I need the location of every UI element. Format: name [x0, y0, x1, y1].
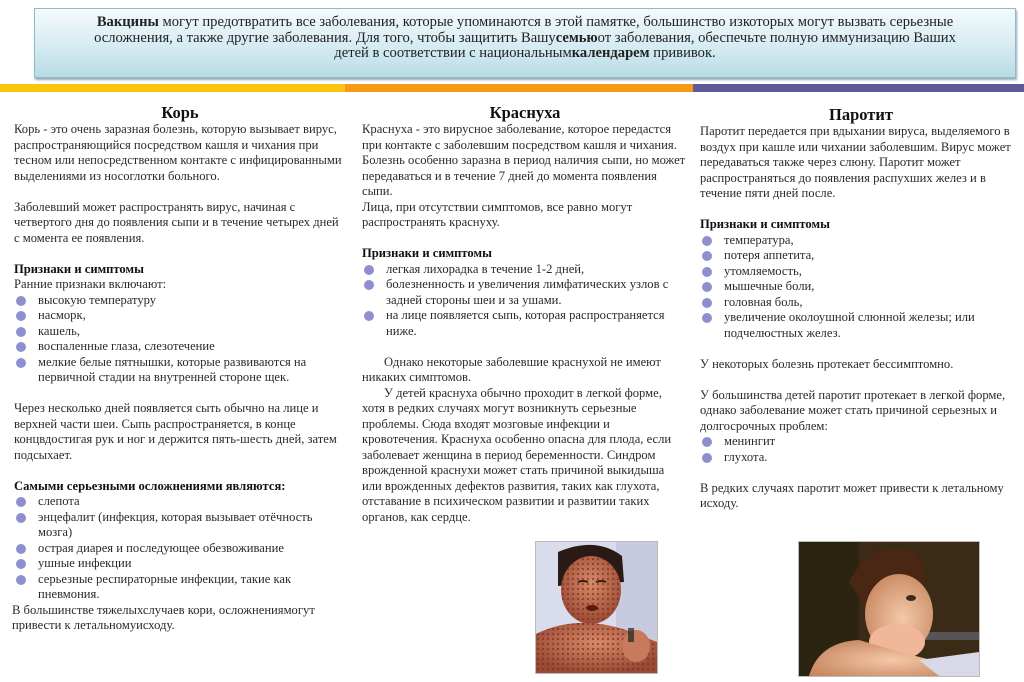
- bullet-icon: [702, 453, 712, 463]
- measles-complications-heading: Самыми серьезными осложнениями являются:: [14, 478, 286, 493]
- list-item: [700, 248, 1022, 264]
- banner-bold-family: семью: [555, 29, 598, 46]
- list-item: [14, 556, 346, 572]
- banner-text: детей в соответствии с национальным: [334, 45, 572, 61]
- mumps-column: [700, 106, 1022, 512]
- bullet-icon: [16, 513, 26, 523]
- bullet-icon: [16, 544, 26, 554]
- measles-complication-list: [14, 494, 346, 603]
- list-item-text: мышечные боли,: [724, 279, 815, 293]
- bullet-icon: [702, 437, 712, 447]
- bullet-icon: [16, 296, 26, 306]
- measles-symptoms-heading: Признаки и симптомы: [14, 261, 144, 276]
- list-item-text: острая диарея и последующее обезвоживание: [38, 540, 284, 555]
- bullet-icon: [364, 280, 374, 290]
- list-item: [700, 233, 1022, 249]
- measles-closing: В большинстве тяжелыхслучаев кори, осложнениямогут привести к летальномуисходу.: [12, 602, 315, 632]
- list-item: [362, 262, 688, 278]
- mumps-symptoms-heading: Признаки и симптомы: [700, 217, 830, 231]
- list-item-text: на лице появляется сыпь, которая распространяется ниже.: [386, 308, 665, 338]
- list-item: [14, 355, 346, 386]
- list-item-text: температура,: [724, 232, 794, 247]
- rubella-carriers: Лица, при отсутствии симптомов, все равно могут распространять краснуху.: [362, 199, 633, 229]
- list-item: [700, 434, 1022, 450]
- bullet-icon: [702, 298, 712, 308]
- list-item-text: глухота.: [724, 449, 768, 464]
- rubella-column: [362, 104, 688, 525]
- measles-spread: Заболевший может распространять вирус, начиная с четвертого дня до появления сыпи и в течение четырех дней с момента ее появления.: [14, 199, 339, 245]
- list-item-text: болезненность и увеличения лимфатических узлов с задней стороны шеи и за ушами.: [386, 277, 669, 307]
- measles-title: Корь: [161, 103, 199, 122]
- stripe-orange: [345, 84, 693, 92]
- list-item: [362, 308, 688, 339]
- list-item: [700, 295, 1022, 311]
- mumps-symptom-list: [700, 233, 1022, 342]
- banner-text: осложнения, а также другие заболевания. Для того, чтобы защитить Вашу: [94, 29, 556, 46]
- stripe-purple: [693, 84, 1024, 92]
- list-item-text: энцефалит (инфекция, которая вызывает отёчность мозга): [38, 509, 313, 539]
- list-item-text: увеличение околоушной слюнной железы; или подчелюстных желез.: [724, 310, 975, 340]
- bullet-icon: [702, 236, 712, 246]
- rubella-symptoms-heading: Признаки и симптомы: [362, 246, 492, 260]
- banner-bold-calendar: календарем: [571, 45, 650, 61]
- color-stripes: [0, 84, 1024, 92]
- banner-line-1: [35, 15, 1015, 31]
- list-item-text: высокую температуру: [38, 292, 157, 307]
- bullet-icon: [16, 575, 26, 585]
- stripe-yellow: [0, 84, 345, 92]
- banner-line-3: [35, 46, 1015, 62]
- list-item: [700, 310, 1022, 341]
- list-item: [362, 277, 688, 308]
- mumps-children: У большинства детей паротит протекает в легкой форме, однако заболевание может стать причиной серьезных и долгосрочных проблем:: [700, 387, 1006, 433]
- measles-symptom-list: [14, 293, 346, 386]
- rubella-photo-illustration: [536, 542, 657, 673]
- list-item: [700, 450, 1022, 466]
- banner-line-2: [35, 31, 1015, 47]
- rubella-symptom-list: [362, 262, 688, 340]
- bullet-icon: [16, 358, 26, 368]
- list-item-text: легкая лихорадка в течение 1-2 дней,: [386, 261, 585, 276]
- bullet-icon: [16, 327, 26, 337]
- banner-text: прививок.: [649, 45, 716, 61]
- banner-text: от заболевания, обеспечьте полную иммунизацию Ваших: [597, 29, 956, 46]
- list-item-text: утомляемость,: [724, 263, 802, 278]
- bullet-icon: [702, 282, 712, 292]
- measles-column: [14, 104, 346, 634]
- intro-banner: [34, 8, 1016, 78]
- mumps-child-photo: [798, 541, 980, 677]
- measles-rash: Через несколько дней появляется сыть обычно на лице и верхней части шеи. Сыпь распространяется, в конце концвдостигая рук и ног и держится пять-шесть дней, затем подсыхает.: [14, 401, 337, 462]
- list-item: [14, 541, 346, 557]
- bullet-icon: [702, 251, 712, 261]
- measles-early-signs: Ранние признаки включают:: [14, 277, 167, 291]
- mumps-closing: В редких случаях паротит может привести к летальному исходу.: [700, 480, 1004, 510]
- bullet-icon: [16, 311, 26, 321]
- list-item: [14, 293, 346, 309]
- rubella-children: У детей краснуха обычно проходит в легкой форме, хотя в редких случаях могут возникнуть серьезные проблемы. Сюда входят мозговые инфекции и кровотечения. Краснуха особенно опасна для плода, если заболевает женщина в период беременности. Синдром врожденной краснухи может стать причиной выкидыша или врожденных дефектов развития, таких как глухота, отставание в психическом развитии и развитии таких органов, как сердце.: [362, 385, 672, 524]
- banner-text: могут предотвратить все заболевания, которые упоминаются в этой памятке, большинство изкоторых могут вызвать серьезные: [158, 14, 954, 30]
- list-item-text: мелкие белые пятнышки, которые развиваются на первичной стадии на внутренней стороне щек.: [38, 354, 307, 384]
- list-item: [14, 308, 346, 324]
- bullet-icon: [16, 497, 26, 507]
- bullet-icon: [16, 559, 26, 569]
- list-item: [14, 324, 346, 340]
- mumps-complication-list: [700, 434, 1022, 465]
- rubella-asymptomatic: Однако некоторые заболевшие краснухой не имеют никаких симптомов.: [362, 354, 661, 384]
- rubella-title: Краснуха: [489, 103, 561, 122]
- bullet-icon: [364, 265, 374, 275]
- list-item-text: воспаленные глаза, слезотечение: [38, 339, 215, 353]
- rubella-intro: Краснуха - это вирусное заболевание, которое передастся при контакте с заболевшим посредством кашля и чихания. Болезнь особенно заразна в период наличия сыпи, но может передаваться и в течение 7 дней до момента появления сыпи.: [362, 122, 686, 198]
- list-item-text: кашель,: [38, 323, 80, 338]
- list-item: [700, 264, 1022, 280]
- mumps-intro: Паротит передается при вдыхании вируса, выделяемого в воздух при кашле или чихании заболевшим. Вирус может передаваться также через слюну. Паротит может распространяться до появления распухших желез и в течение пяти дней после.: [700, 124, 1011, 200]
- bullet-icon: [16, 342, 26, 352]
- rubella-child-photo: [535, 541, 658, 674]
- list-item: [700, 279, 1022, 295]
- bullet-icon: [702, 313, 712, 323]
- mumps-asymptomatic: У некоторых болезнь протекает бессимптомно.: [700, 356, 954, 371]
- banner-bold-vaccines: Вакцины: [96, 14, 159, 30]
- list-item: [14, 572, 346, 603]
- list-item-text: ушные инфекции: [38, 556, 132, 570]
- mumps-photo-illustration: [799, 542, 979, 676]
- list-item-text: головная боль,: [724, 294, 803, 309]
- list-item-text: серьезные респираторные инфекции, такие как пневмония.: [38, 571, 292, 601]
- list-item-text: насморк,: [38, 308, 86, 322]
- list-item-text: слепота: [38, 494, 80, 508]
- mumps-title: Паротит: [828, 105, 893, 124]
- list-item-text: потеря аппетита,: [724, 248, 815, 262]
- list-item-text: менингит: [724, 434, 776, 448]
- list-item: [14, 494, 346, 510]
- list-item: [14, 510, 346, 541]
- bullet-icon: [364, 311, 374, 321]
- list-item: [14, 339, 346, 355]
- bullet-icon: [702, 267, 712, 277]
- measles-intro: Корь - это очень заразная болезнь, которую вызывает вирус, распространяющийся посредством кашля и чихания при тесном или непосредственном контакте с инфицированными выделениями из носоглотки больного.: [14, 122, 342, 183]
